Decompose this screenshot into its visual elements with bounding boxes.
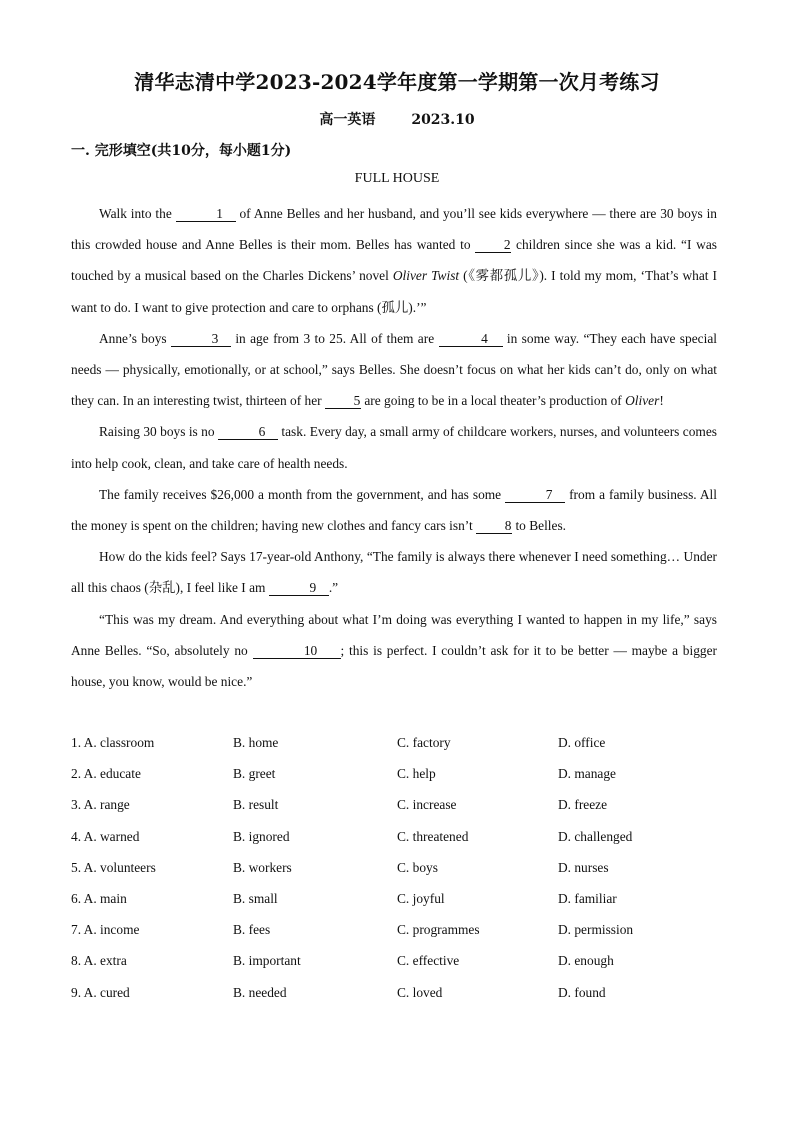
blank-5: 5 [325, 394, 361, 409]
answer-options [71, 727, 721, 1008]
option-b: B. result [233, 797, 279, 813]
question-row [71, 883, 721, 914]
exam-subtitle [0, 109, 794, 129]
option-d: D. familiar [558, 890, 617, 906]
exam-date: 2023.10 [411, 112, 475, 128]
option-a: 6. A. main [71, 890, 127, 906]
option-a: 1. A. classroom [71, 735, 155, 750]
passage-title: FULL HOUSE [354, 171, 440, 186]
text: in some way. “They each have special needs — physically, emotionally, or at school,” says Belles. She doesn’t focus on what her kids can’t do, only on what they can. In an interesting twist, thirteen of her [71, 330, 717, 409]
text: (《雾都孤儿》). I told my mom, ‘That’s what I want to do. I want to give protection and care to orphans (孤儿).’” [71, 268, 718, 315]
blank-6: 6 [218, 425, 278, 440]
option-a: 3. A. range [71, 797, 130, 813]
exam-title: 清华志清中学2023-2024学年度第一学期第一次月考练习 [134, 70, 660, 94]
option-c: C. help [397, 766, 436, 782]
option-a: 5. A. volunteers [71, 859, 156, 875]
text: are going to be in a local theater’s production of [360, 393, 626, 409]
option-c: C. factory [397, 735, 451, 750]
text: of Anne Belles and her husband, and you’ll see kids everywhere — there are 30 boys in this crowded house and Anne Belles is their mom. Belles has wanted to [71, 206, 717, 253]
option-a: 9. A. cured [71, 984, 130, 1000]
option-b: B. greet [233, 766, 276, 782]
option-b: B. home [233, 735, 279, 750]
text: children since she was a kid. “I was touched by a musical based on the Charles Dickens’ novel [71, 237, 717, 284]
text: Raising 30 boys is no [99, 424, 218, 440]
question-row [71, 914, 721, 945]
option-a: 7. A. income [71, 922, 140, 938]
option-d: D. nurses [558, 859, 609, 875]
text: Anne’s boys [99, 330, 171, 346]
option-b: B. ignored [233, 828, 290, 844]
blank-8: 8 [476, 519, 512, 534]
option-a: 4. A. warned [71, 828, 140, 844]
option-b: B. needed [233, 984, 287, 1000]
novel-title: Oliver Twist [392, 268, 460, 284]
text: ; this is perfect. I couldn’t ask for it to be better — maybe a bigger house, you know, would be nice.” [71, 642, 717, 690]
section-heading: 一. 完形填空(共10分，每小题1分) [71, 143, 292, 159]
option-d: D. manage [558, 766, 617, 782]
option-d: D. found [558, 984, 606, 1000]
option-b: B. small [233, 890, 278, 906]
question-row [71, 789, 721, 820]
paragraph-6 [71, 604, 717, 698]
option-c: C. threatened [397, 828, 469, 844]
text: to Belles. [512, 518, 567, 534]
paragraph-5 [71, 541, 717, 603]
paragraph-3 [71, 416, 717, 478]
text: .” [328, 580, 339, 596]
question-row [71, 977, 721, 1008]
option-a: 2. A. educate [71, 766, 141, 782]
question-row [71, 758, 721, 789]
option-c: C. boys [397, 859, 438, 875]
option-c: C. effective [397, 953, 460, 969]
text: The family receives $26,000 a month from the government, and has some [99, 486, 506, 502]
option-d: D. freeze [558, 797, 608, 813]
blank-4: 4 [439, 332, 503, 347]
question-row [71, 945, 721, 976]
text: ! [659, 393, 664, 409]
text: Walk into the [99, 206, 176, 221]
text: in age from 3 to 25. All of them are [230, 330, 439, 346]
option-d: D. permission [558, 922, 634, 938]
option-c: C. loved [397, 984, 443, 1000]
blank-2: 2 [475, 238, 511, 253]
production-title: Oliver [625, 393, 660, 409]
paragraph-1 [71, 198, 717, 323]
question-row [71, 727, 721, 758]
text: How do the kids feel? Says 17-year-old Anthony, “The family is always there whenever I need something… Under all this chaos (杂乱), I feel like I am [71, 549, 717, 596]
paragraph-4 [71, 479, 717, 541]
option-c: C. increase [397, 797, 457, 813]
question-row [71, 852, 721, 883]
option-a: 8. A. extra [71, 953, 127, 969]
passage-body [71, 198, 717, 697]
blank-1: 1 [176, 207, 236, 222]
text: task. Every day, a small army of childcare workers, nurses, and volunteers comes into help cook, clean, and take care of health needs. [71, 424, 717, 471]
text: “This was my dream. And everything about what I’m doing was everything I wanted to happen in my life,” says Anne Belles. “So, absolutely no [71, 611, 717, 658]
blank-7: 7 [505, 488, 565, 503]
option-b: B. important [233, 953, 301, 969]
option-d: D. office [558, 735, 606, 750]
text: from a family business. All the money is spent on the children; having new clothes and fancy cars isn’t [71, 486, 717, 534]
blank-9: 9 [269, 581, 329, 596]
option-c: C. joyful [397, 890, 445, 906]
option-b: B. workers [233, 859, 292, 875]
option-d: D. enough [558, 953, 614, 969]
option-b: B. fees [233, 922, 271, 938]
option-c: C. programmes [397, 922, 480, 938]
paragraph-2 [71, 323, 717, 417]
question-row [71, 821, 721, 852]
option-d: D. challenged [558, 828, 633, 844]
subject-label: 高一英语 [319, 112, 376, 128]
blank-3: 3 [171, 332, 231, 347]
blank-10: 10 [253, 644, 341, 659]
